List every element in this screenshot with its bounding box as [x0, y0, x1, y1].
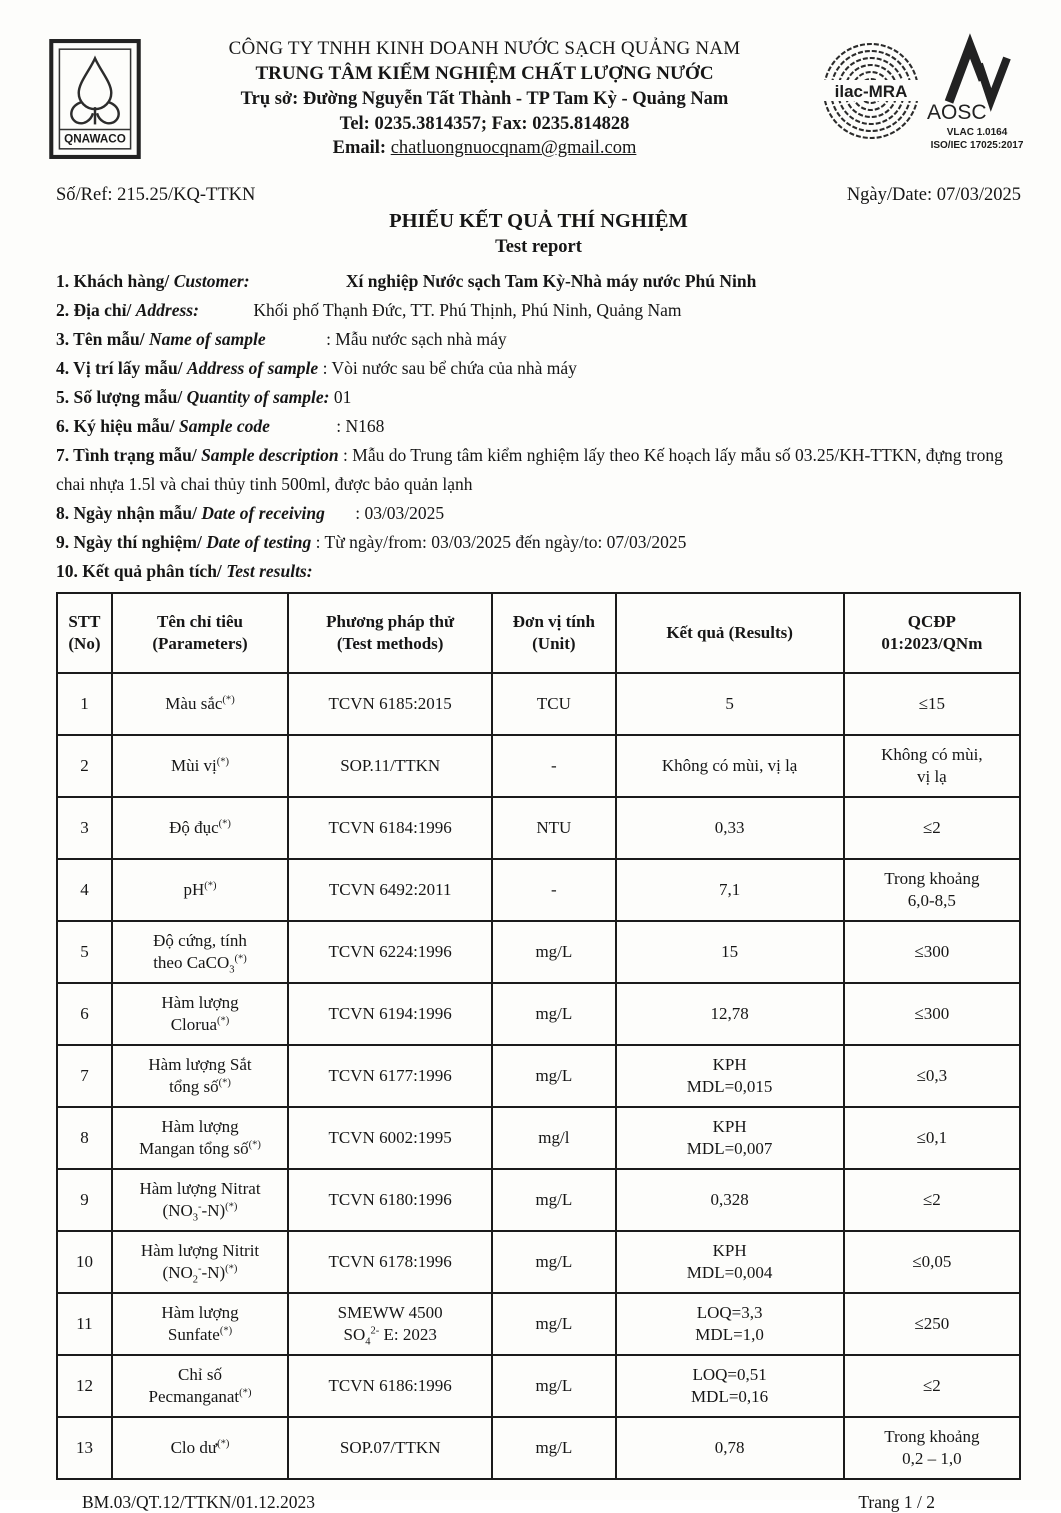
table-row — [57, 859, 1020, 921]
parameter-cell: Chỉ số Pecmanganat(*) — [112, 1355, 288, 1417]
result-cell: 5 — [616, 673, 844, 735]
report-title: PHIẾU KẾT QUẢ THÍ NGHIỆM — [389, 210, 688, 232]
table-header-row — [57, 593, 1020, 673]
info-label-en: Quantity of sample: — [186, 386, 330, 407]
letterhead — [48, 30, 1024, 165]
center-name: TRUNG TÂM KIỂM NGHIỆM CHẤT LƯỢNG NƯỚC — [255, 63, 714, 85]
info-label-vi: 6. Ký hiệu mẫu/ — [56, 415, 175, 436]
unit-cell: mg/L — [492, 983, 615, 1045]
tel-fax-line: Tel: 0235.3814357; Fax: 0235.814828 — [339, 113, 630, 134]
results-table — [56, 592, 1021, 1480]
email-address: chatluongnuocqnam@gmail.com — [390, 138, 637, 159]
result-cell: 0,33 — [616, 797, 844, 859]
table-row — [57, 1169, 1020, 1231]
parameter-cell: Độ cứng, tính theo CaCO$_3$(*) — [112, 921, 288, 983]
report-title-en: Test report — [495, 236, 582, 257]
limit-cell: ≤300 — [844, 983, 1020, 1045]
method-cell: SOP.11/TTKN — [288, 735, 492, 797]
letterhead-text — [148, 30, 821, 161]
info-label-en: Customer: — [173, 270, 250, 291]
table-row — [57, 797, 1020, 859]
info-item — [56, 412, 1021, 441]
result-cell: 15 — [616, 921, 844, 983]
method-cell: TCVN 6178:1996 — [288, 1231, 492, 1293]
unit-cell: mg/L — [492, 1169, 615, 1231]
info-label-en: Test results: — [226, 560, 313, 581]
info-item — [56, 267, 1021, 296]
method-cell: TCVN 6194:1996 — [288, 983, 492, 1045]
ilac-mra-label: ilac-MRA — [834, 82, 908, 101]
parameter-cell: Hàm lượng Mangan tổng số(*) — [112, 1107, 288, 1169]
parameter-cell: Hàm lượng Nitrat $(NO_3^--N)^{(*)}$ — [112, 1169, 288, 1231]
certification-marks — [821, 30, 1024, 159]
info-value: : 03/03/2025 — [350, 502, 445, 523]
parameter-cell: pH(*) — [112, 859, 288, 921]
info-label-en: Date of receiving — [201, 502, 325, 523]
unit-cell: mg/L — [492, 1293, 615, 1355]
aosc-label: AOSC — [927, 101, 987, 124]
result-cell: Không có mùi, vị lạ — [616, 735, 844, 797]
unit-cell: mg/l — [492, 1107, 615, 1169]
info-item — [56, 383, 1021, 412]
table-row — [57, 735, 1020, 797]
info-label-vi: 8. Ngày nhận mẫu/ — [56, 502, 198, 523]
result-cell: KPH MDL=0,007 — [616, 1107, 844, 1169]
vlac-number: VLAC 1.0164 — [946, 127, 1008, 138]
info-item — [56, 441, 1021, 499]
info-label-vi: 7. Tình trạng mẫu/ — [56, 444, 197, 465]
info-label-en: Name of sample — [149, 328, 266, 349]
unit-cell: mg/L — [492, 921, 615, 983]
info-value: Xí nghiệp Nước sạch Tam Kỳ-Nhà máy nước Phú Ninh — [341, 270, 757, 291]
method-cell: SMEWW 4500 $SO_4^{2-}$ E: 2023 — [288, 1293, 492, 1355]
row-number-cell: 2 — [57, 735, 112, 797]
unit-cell: mg/L — [492, 1355, 615, 1417]
column-header: STT (No) — [57, 593, 112, 673]
limit-cell: ≤2 — [844, 797, 1020, 859]
limit-cell: ≤0,1 — [844, 1107, 1020, 1169]
method-cell: SOP.07/TTKN — [288, 1417, 492, 1479]
row-number-cell: 8 — [57, 1107, 112, 1169]
parameter-cell: Clo dư(*) — [112, 1417, 288, 1479]
method-cell: TCVN 6492:2011 — [288, 859, 492, 921]
method-cell: TCVN 6224:1996 — [288, 921, 492, 983]
page-number: Trang 1 / 2 — [858, 1491, 935, 1512]
ref-number: Số/Ref: 215.25/KQ-TTKN — [56, 185, 256, 205]
row-number-cell: 10 — [57, 1231, 112, 1293]
row-number-cell: 6 — [57, 983, 112, 1045]
limit-cell: ≤2 — [844, 1169, 1020, 1231]
row-number-cell: 11 — [57, 1293, 112, 1355]
method-cell: TCVN 6177:1996 — [288, 1045, 492, 1107]
table-row — [57, 1231, 1020, 1293]
unit-cell: - — [492, 859, 615, 921]
limit-cell: ≤2 — [844, 1355, 1020, 1417]
info-item — [56, 557, 1021, 586]
row-number-cell: 12 — [57, 1355, 112, 1417]
ref-line — [56, 185, 1021, 206]
unit-cell: mg/L — [492, 1417, 615, 1479]
column-header: Phương pháp thử (Test methods) — [288, 593, 492, 673]
parameter-cell: Hàm lượng Nitrit $(NO_2^--N)^{(*)}$ — [112, 1231, 288, 1293]
table-row — [57, 1293, 1020, 1355]
limit-cell: Không có mùi, vị lạ — [844, 735, 1020, 797]
row-number-cell: 13 — [57, 1417, 112, 1479]
table-row — [57, 673, 1020, 735]
info-item — [56, 296, 1021, 325]
parameter-cell: Độ đục(*) — [112, 797, 288, 859]
info-item — [56, 499, 1021, 528]
row-number-cell: 5 — [57, 921, 112, 983]
column-header: Tên chỉ tiêu (Parameters) — [112, 593, 288, 673]
table-row — [57, 1355, 1020, 1417]
info-label-en: Address of sample — [186, 357, 319, 378]
table-row — [57, 1417, 1020, 1479]
info-value: Khối phố Thạnh Đức, TT. Phú Thịnh, Phú Ninh, Quảng Nam — [248, 299, 682, 320]
form-code: BM.03/QT.12/TTKN/01.12.2023 — [82, 1491, 316, 1512]
result-cell: LOQ=3,3 MDL=1,0 — [616, 1293, 844, 1355]
parameter-cell: Hàm lượng Clorua(*) — [112, 983, 288, 1045]
row-number-cell: 3 — [57, 797, 112, 859]
ilac-mra-logo-icon — [821, 36, 921, 151]
info-value: : Vòi nước sau bể chứa của nhà máy — [318, 357, 577, 378]
iso-number: ISO/IEC 17025:2017 — [930, 140, 1024, 151]
qnawaco-logo-label: QNAWACO — [64, 132, 126, 146]
info-label-vi: 5. Số lượng mẫu/ — [56, 386, 183, 407]
title-block — [56, 208, 1021, 259]
row-number-cell: 4 — [57, 859, 112, 921]
info-label-vi: 3. Tên mẫu/ — [56, 328, 145, 349]
row-number-cell: 9 — [57, 1169, 112, 1231]
aosc-logo-icon — [925, 36, 1024, 159]
parameter-cell: Mùi vị(*) — [112, 735, 288, 797]
report-date: Ngày/Date: 07/03/2025 — [846, 185, 1021, 205]
info-label-en: Date of testing — [206, 531, 312, 552]
table-row — [57, 1045, 1020, 1107]
limit-cell: ≤15 — [844, 673, 1020, 735]
column-header: Đơn vị tính (Unit) — [492, 593, 615, 673]
info-value: : Mẫu do Trung tâm kiểm nghiệm lấy theo Kế hoạch lấy mẫu số 03.25/KH-TTKN, đựng trong chai nhựa 1.5l và chai thủy tinh 500ml, được bảo quản lạnh — [56, 444, 1003, 494]
method-cell: TCVN 6185:2015 — [288, 673, 492, 735]
result-cell: 7,1 — [616, 859, 844, 921]
result-cell: 0,78 — [616, 1417, 844, 1479]
parameter-cell: Hàm lượng Sắt tổng số(*) — [112, 1045, 288, 1107]
qnawaco-logo-icon — [48, 30, 148, 165]
limit-cell: Trong khoảng 6,0-8,5 — [844, 859, 1020, 921]
email-label: Email: — [332, 138, 387, 159]
page-footer — [56, 1492, 1021, 1513]
table-row — [57, 1107, 1020, 1169]
limit-cell: ≤300 — [844, 921, 1020, 983]
info-label-en: Address: — [135, 299, 199, 320]
row-number-cell: 7 — [57, 1045, 112, 1107]
unit-cell: mg/L — [492, 1045, 615, 1107]
unit-cell: mg/L — [492, 1231, 615, 1293]
column-header: Kết quả (Results) — [616, 593, 844, 673]
result-cell: LOQ=0,51 MDL=0,16 — [616, 1355, 844, 1417]
info-value: : N168 — [331, 415, 385, 436]
info-value: : Từ ngày/from: 03/03/2025 đến ngày/to: 07/03/2025 — [311, 531, 687, 552]
unit-cell: NTU — [492, 797, 615, 859]
result-cell: KPH MDL=0,015 — [616, 1045, 844, 1107]
head-office-address: Trụ sở: Đường Nguyễn Tất Thành - TP Tam Kỳ - Quảng Nam — [240, 88, 729, 109]
limit-cell: ≤0,3 — [844, 1045, 1020, 1107]
result-cell: KPH MDL=0,004 — [616, 1231, 844, 1293]
unit-cell: - — [492, 735, 615, 797]
info-label-en: Sample code — [179, 415, 270, 436]
info-item — [56, 325, 1021, 354]
limit-cell: ≤250 — [844, 1293, 1020, 1355]
method-cell: TCVN 6002:1995 — [288, 1107, 492, 1169]
info-label-vi: 2. Địa chỉ/ — [56, 299, 132, 320]
row-number-cell: 1 — [57, 673, 112, 735]
info-label-vi: 10. Kết quả phân tích/ — [56, 560, 222, 581]
info-value: : Mẫu nước sạch nhà máy — [321, 328, 507, 349]
parameter-cell: Hàm lượng Sunfate(*) — [112, 1293, 288, 1355]
info-label-vi: 9. Ngày thí nghiệm/ — [56, 531, 202, 552]
limit-cell: ≤0,05 — [844, 1231, 1020, 1293]
info-value: 01 — [329, 386, 352, 407]
unit-cell: TCU — [492, 673, 615, 735]
info-label-vi: 1. Khách hàng/ — [56, 270, 170, 291]
email-line — [148, 136, 821, 161]
info-label-en: Sample description — [201, 444, 339, 465]
result-cell: 0,328 — [616, 1169, 844, 1231]
method-cell: TCVN 6180:1996 — [288, 1169, 492, 1231]
method-cell: TCVN 6186:1996 — [288, 1355, 492, 1417]
method-cell: TCVN 6184:1996 — [288, 797, 492, 859]
limit-cell: Trong khoảng 0,2 – 1,0 — [844, 1417, 1020, 1479]
company-name: CÔNG TY TNHH KINH DOANH NƯỚC SẠCH QUẢNG NAM — [228, 38, 741, 59]
info-item — [56, 354, 1021, 383]
column-header: QCĐP 01:2023/QNm — [844, 593, 1020, 673]
result-cell: 12,78 — [616, 983, 844, 1045]
table-row — [57, 983, 1020, 1045]
info-item — [56, 528, 1021, 557]
sample-info-list — [56, 267, 1021, 586]
parameter-cell: Màu sắc(*) — [112, 673, 288, 735]
info-label-vi: 4. Vị trí lấy mẫu/ — [56, 357, 183, 378]
table-row — [57, 921, 1020, 983]
